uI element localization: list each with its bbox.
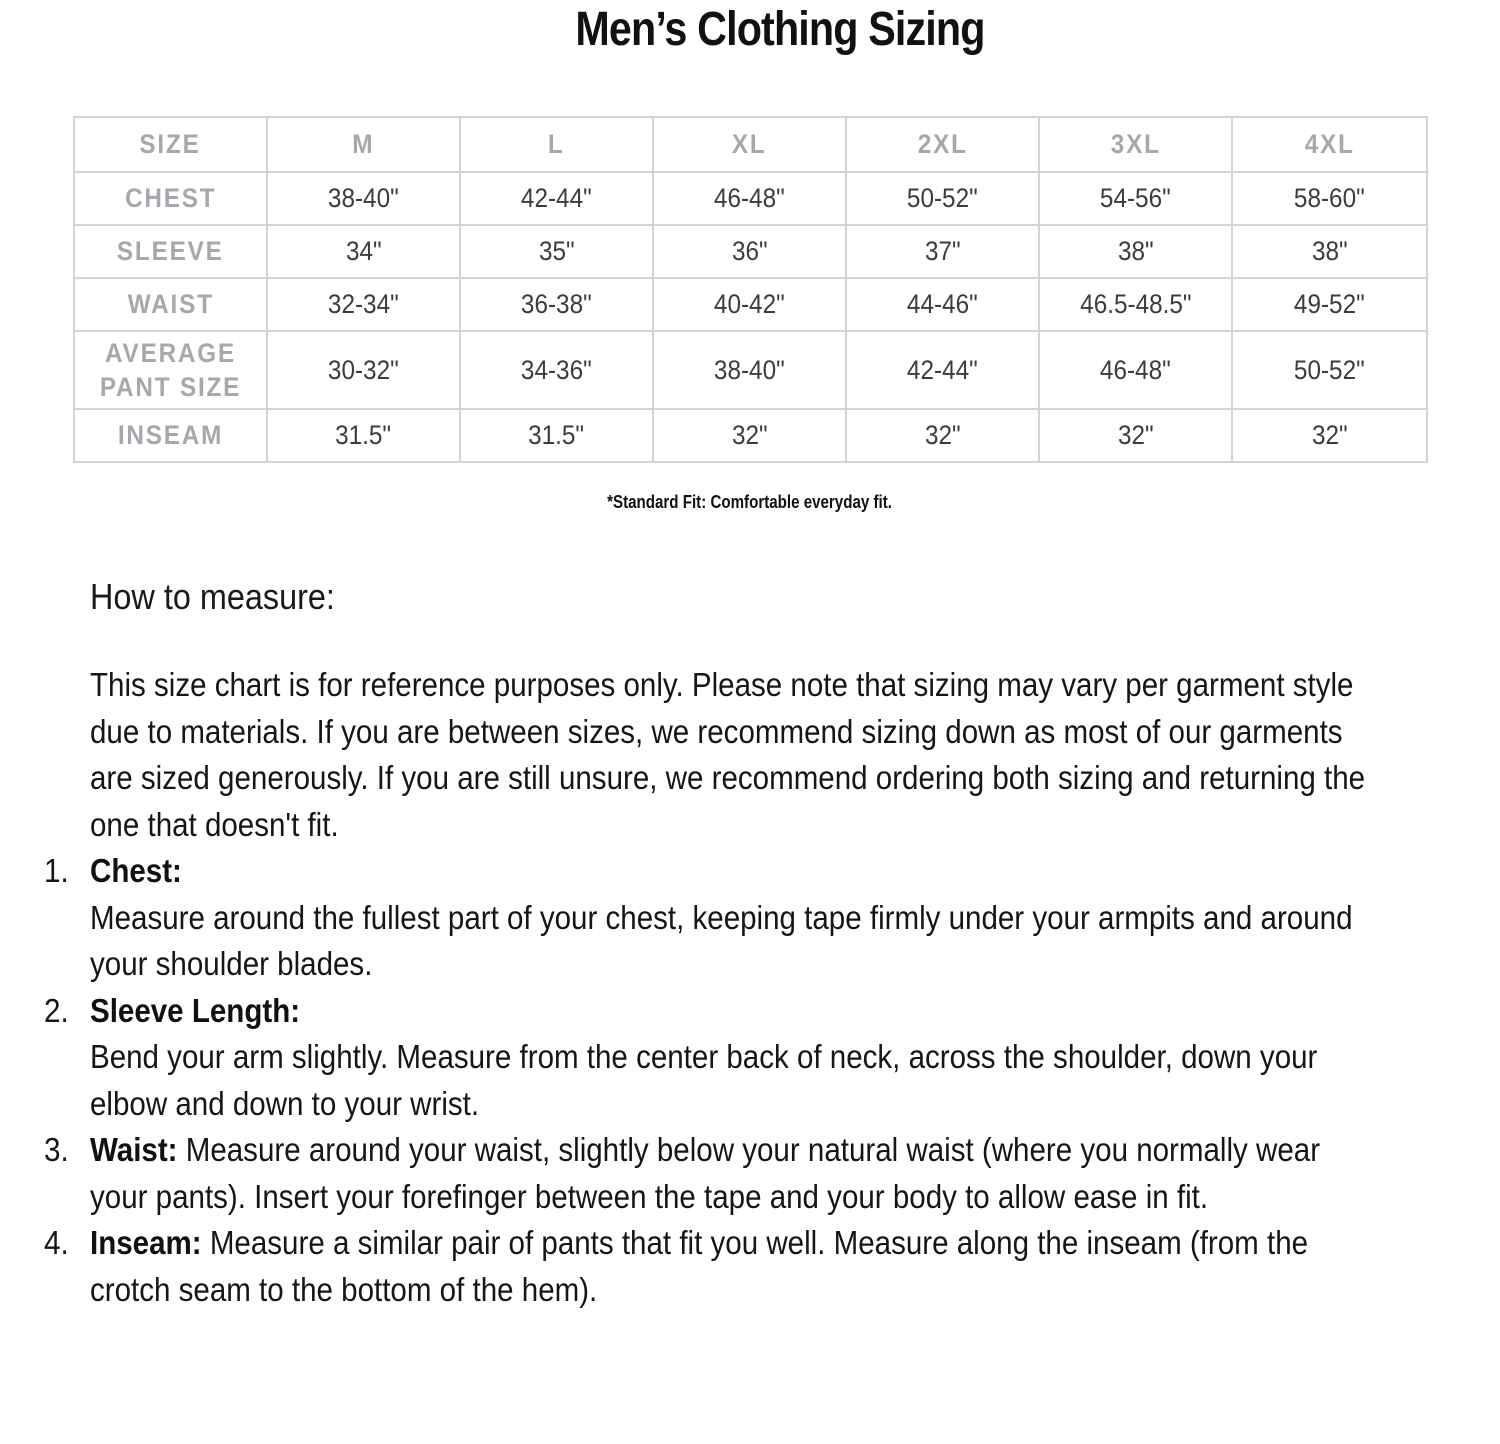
table-cell bbox=[653, 225, 846, 278]
cell-value: 50-52" bbox=[907, 183, 978, 213]
fit-footnote-text: *Standard Fit: Comfortable everyday fit. bbox=[607, 492, 893, 512]
row-label-line: PANT SIZE bbox=[99, 372, 242, 402]
step-term: Inseam: bbox=[90, 1224, 202, 1261]
cell-value: 46-48" bbox=[1100, 354, 1171, 385]
list-item-content bbox=[90, 1220, 1433, 1313]
cell-value: 37" bbox=[924, 236, 961, 266]
table-cell bbox=[653, 331, 846, 409]
step-line: crotch seam to the bottom of the hem). bbox=[90, 1270, 598, 1308]
table-cell bbox=[1039, 225, 1232, 278]
size-header-text: 3XL bbox=[1110, 129, 1161, 159]
size-column-header bbox=[267, 117, 460, 172]
list-number: 4. bbox=[44, 1224, 69, 1261]
table-row-waist bbox=[74, 278, 1427, 331]
table-cell bbox=[846, 331, 1039, 409]
cell-value: 42-44" bbox=[907, 354, 978, 385]
table-cell bbox=[1232, 278, 1427, 331]
table-cell bbox=[653, 409, 846, 462]
row-label-text: SLEEVE bbox=[117, 236, 224, 266]
cell-value: 32-34" bbox=[328, 289, 399, 319]
list-item-first-line bbox=[90, 1127, 1433, 1174]
table-cell bbox=[1039, 409, 1232, 462]
table-cell bbox=[460, 225, 653, 278]
page-title: Men’s Clothing Sizing bbox=[575, 3, 985, 56]
table-cell bbox=[267, 409, 460, 462]
cell-value: 49-52" bbox=[1294, 289, 1365, 319]
step-line: Bend your arm slightly. Measure from the center back of neck, across the shoulder, down your bbox=[90, 1038, 1318, 1075]
row-label bbox=[74, 225, 267, 278]
step-line: Measure around the fullest part of your chest, keeping tape firmly under your armpits and around bbox=[90, 898, 1353, 936]
cell-value: 38-40" bbox=[328, 183, 399, 213]
cell-value: 50-52" bbox=[1294, 354, 1365, 385]
cell-value: 36-38" bbox=[521, 289, 592, 319]
table-cell bbox=[460, 331, 653, 409]
cell-value: 46.5-48.5" bbox=[1079, 289, 1192, 319]
cell-value: 32" bbox=[731, 420, 768, 450]
cell-value: 38" bbox=[1311, 236, 1348, 266]
size-column-header bbox=[1232, 117, 1427, 172]
table-cell bbox=[1232, 225, 1427, 278]
table-cell bbox=[846, 225, 1039, 278]
size-header-text: SIZE bbox=[139, 129, 202, 159]
table-cell bbox=[1232, 331, 1427, 409]
cell-value: 44-46" bbox=[907, 289, 978, 319]
list-item-first-line bbox=[90, 1220, 1433, 1267]
list-item-content bbox=[90, 848, 1433, 988]
size-header-text: XL bbox=[732, 129, 767, 159]
intro-line: This size chart is for reference purposes only. Please note that sizing may vary per garment style bbox=[90, 666, 1354, 703]
row-label-line: AVERAGE bbox=[104, 338, 236, 368]
row-label-stack bbox=[100, 336, 241, 404]
cell-value: 42-44" bbox=[521, 183, 592, 213]
step-first-line-text: Measure a similar pair of pants that fit you well. Measure along the inseam (from the bbox=[201, 1224, 1309, 1261]
size-column-header bbox=[460, 117, 653, 172]
list-item-waist bbox=[0, 1127, 1500, 1220]
cell-value: 32" bbox=[1117, 420, 1154, 450]
table-cell bbox=[846, 278, 1039, 331]
step-line: your shoulder blades. bbox=[90, 945, 373, 982]
step-line: elbow and down to your wrist. bbox=[90, 1084, 480, 1122]
list-number: 1. bbox=[44, 852, 69, 889]
size-column-header bbox=[846, 117, 1039, 172]
cell-value: 38" bbox=[1117, 236, 1154, 266]
row-label bbox=[74, 331, 267, 409]
table-cell bbox=[1232, 172, 1427, 225]
step-term: Chest: bbox=[90, 852, 182, 889]
list-item-inseam bbox=[0, 1220, 1500, 1313]
step-line: your pants). Insert your forefinger between the tape and your body to allow ease in fit. bbox=[90, 1177, 1209, 1215]
cell-value: 46-48" bbox=[714, 183, 785, 213]
list-item-first-line bbox=[90, 988, 1433, 1035]
step-first-line-text: Measure around your waist, slightly below your natural waist (where you normally wear bbox=[177, 1131, 1321, 1168]
table-cell bbox=[267, 278, 460, 331]
table-row-chest bbox=[74, 172, 1427, 225]
table-row-average-pant-size bbox=[74, 331, 1427, 409]
size-header-text: M bbox=[352, 129, 375, 159]
cell-value: 30-32" bbox=[328, 354, 399, 385]
row-label-text: INSEAM bbox=[117, 420, 224, 450]
step-term: Sleeve Length: bbox=[90, 991, 301, 1029]
size-column-header bbox=[1039, 117, 1232, 172]
size-header-text: L bbox=[548, 129, 565, 159]
table-row-inseam bbox=[74, 409, 1427, 462]
row-label bbox=[74, 409, 267, 462]
size-header-text: 4XL bbox=[1304, 129, 1355, 159]
fit-footnote bbox=[0, 490, 1500, 514]
table-cell bbox=[1232, 409, 1427, 462]
size-column-header bbox=[653, 117, 846, 172]
cell-value: 32" bbox=[924, 420, 961, 450]
table-cell bbox=[267, 225, 460, 278]
cell-value: 38-40" bbox=[714, 354, 785, 385]
list-item-chest bbox=[0, 848, 1500, 988]
measure-steps-list bbox=[0, 848, 1500, 1313]
table-cell bbox=[267, 172, 460, 225]
list-item-first-line bbox=[90, 848, 1433, 895]
how-to-measure-heading: How to measure: bbox=[90, 576, 335, 617]
intro-line: one that doesn't fit. bbox=[90, 805, 339, 843]
step-term: Waist: bbox=[90, 1131, 178, 1168]
table-cell bbox=[1039, 278, 1232, 331]
cell-value: 32" bbox=[1311, 420, 1348, 450]
cell-value: 35" bbox=[538, 236, 575, 266]
intro-line: due to materials. If you are between sizes, we recommend sizing down as most of our garments bbox=[90, 712, 1343, 750]
table-cell bbox=[460, 278, 653, 331]
cell-value: 34-36" bbox=[521, 354, 592, 385]
cell-value: 40-42" bbox=[714, 289, 785, 319]
table-cell bbox=[653, 172, 846, 225]
table-cell bbox=[460, 172, 653, 225]
cell-value: 31.5" bbox=[528, 420, 585, 450]
table-header-row bbox=[74, 117, 1427, 172]
row-label bbox=[74, 172, 267, 225]
list-item-content bbox=[90, 1127, 1433, 1220]
size-header-text: 2XL bbox=[917, 129, 968, 159]
row-label-text: CHEST bbox=[124, 183, 217, 213]
size-chart-table bbox=[73, 116, 1428, 463]
cell-value: 54-56" bbox=[1100, 183, 1171, 213]
list-number: 2. bbox=[44, 991, 69, 1029]
table-cell bbox=[460, 409, 653, 462]
cell-value: 58-60" bbox=[1294, 183, 1365, 213]
intro-line: are sized generously. If you are still unsure, we recommend ordering both sizing and returning the bbox=[90, 759, 1366, 796]
row-label-text: WAIST bbox=[127, 289, 214, 319]
list-number: 3. bbox=[44, 1131, 69, 1168]
cell-value: 34" bbox=[345, 236, 382, 266]
cell-value: 36" bbox=[731, 236, 768, 266]
size-header-label bbox=[74, 117, 267, 172]
table-cell bbox=[1039, 331, 1232, 409]
list-item-sleeve-length bbox=[0, 988, 1500, 1128]
table-row-sleeve bbox=[74, 225, 1427, 278]
intro-paragraph bbox=[90, 662, 1433, 848]
row-label bbox=[74, 278, 267, 331]
table-cell bbox=[653, 278, 846, 331]
table-cell bbox=[846, 172, 1039, 225]
list-item-content bbox=[90, 988, 1433, 1128]
cell-value: 31.5" bbox=[335, 420, 392, 450]
table-cell bbox=[1039, 172, 1232, 225]
table-cell bbox=[267, 331, 460, 409]
table-cell bbox=[846, 409, 1039, 462]
